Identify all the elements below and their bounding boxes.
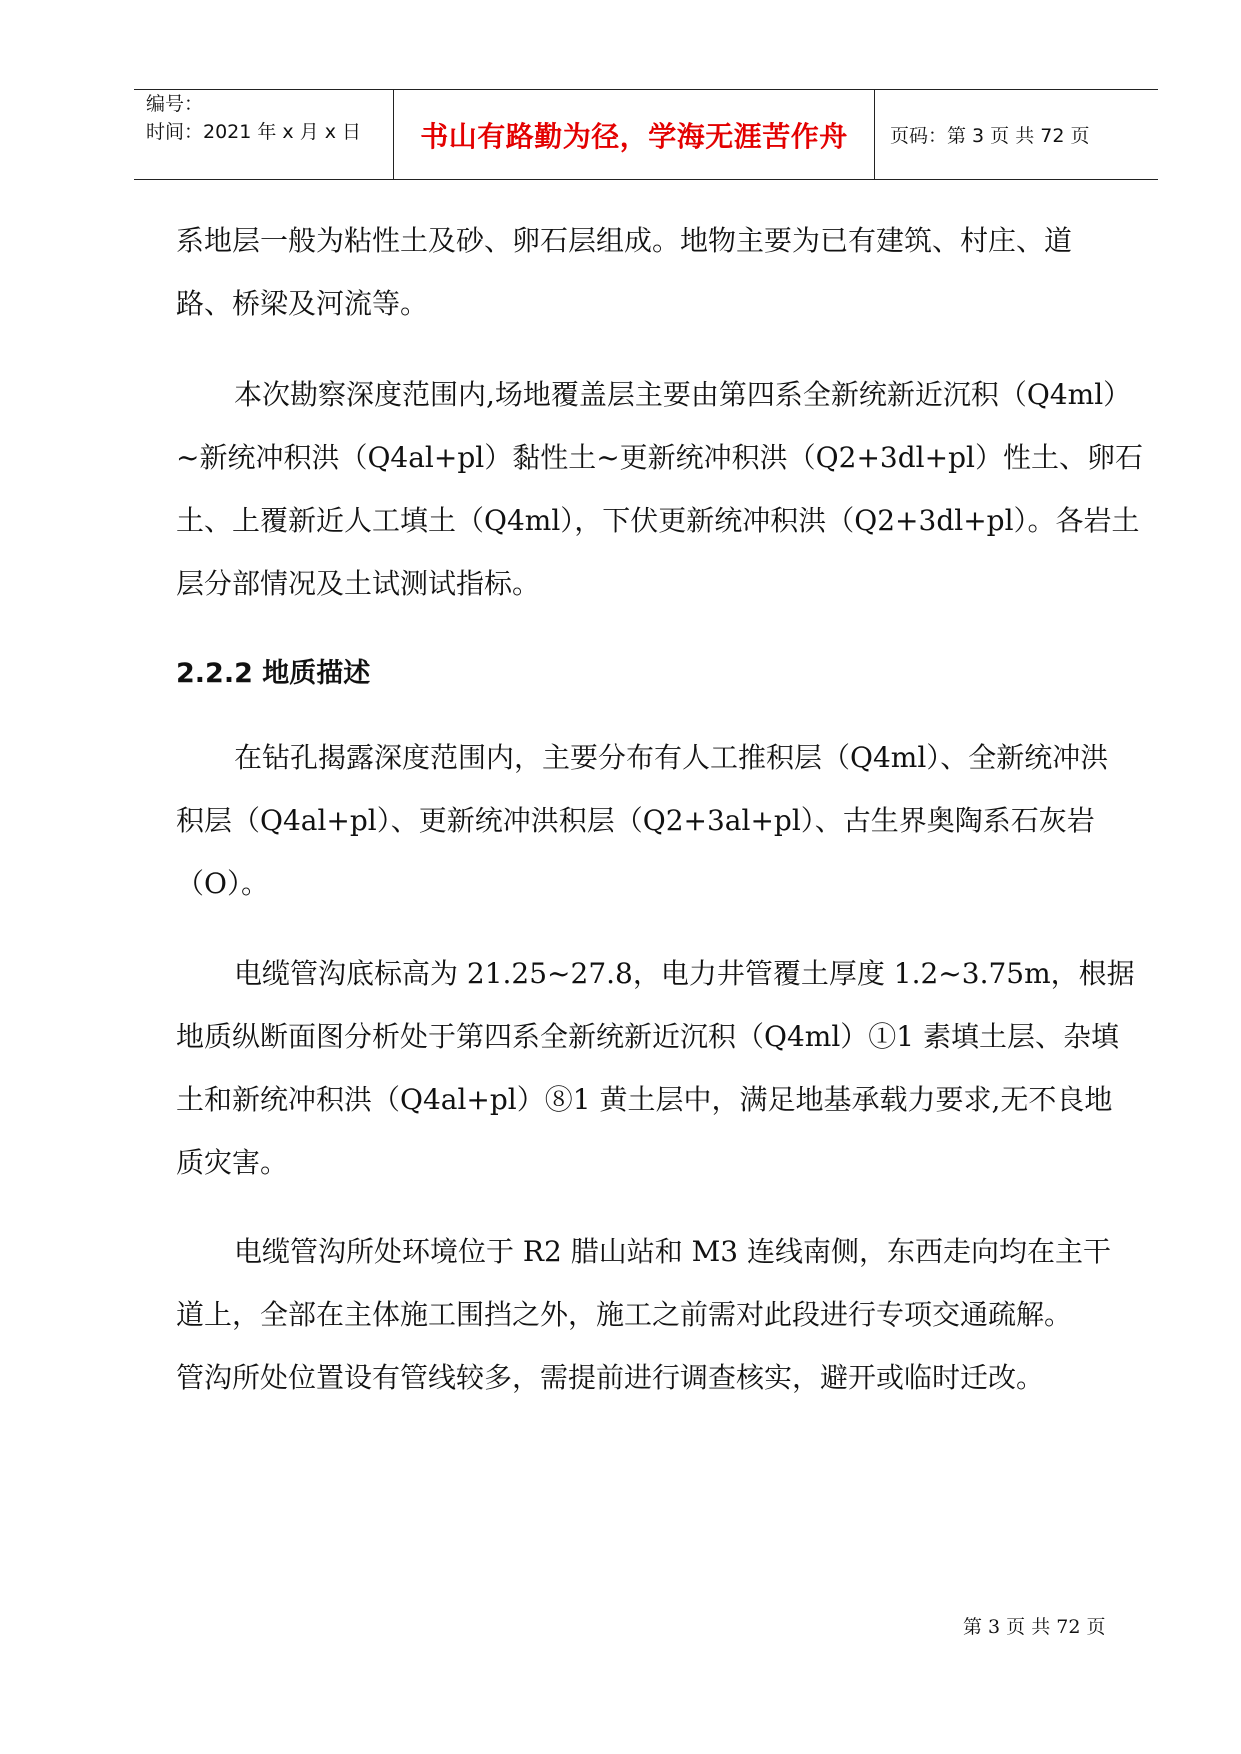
page-header: [134, 89, 1158, 180]
paragraph-line: ~新统冲积洪（Q4al+pl）黏性土~更新统冲积洪（Q2+3dl+pl）性土、卵石: [176, 441, 1143, 474]
number-label: 编号：: [146, 93, 204, 115]
header-page-info: 页码：第 3 页 共 72 页: [890, 125, 1090, 147]
paragraph-line: 电缆管沟所处环境位于 R2 腊山站和 M3 连线南侧，东西走向均在主干: [234, 1235, 1111, 1268]
paragraph-line: 层分部情况及土试测试指标。: [176, 567, 541, 600]
header-motto-cell: [393, 90, 875, 179]
paragraph-line: 土、上覆新近人工填土（Q4ml），下伏更新统冲积洪（Q2+3dl+pl）。各岩土: [176, 504, 1140, 537]
paragraph-line: （O）。: [176, 867, 269, 900]
paragraph-line: 在钻孔揭露深度范围内，主要分布有人工推积层（Q4ml）、全新统冲洪: [234, 741, 1109, 774]
motto-text: 书山有路勤为径，学海无涯苦作舟: [420, 119, 848, 153]
paragraph-line: 本次勘察深度范围内,场地覆盖层主要由第四系全新统新近沉积（Q4ml）: [234, 378, 1132, 411]
paragraph-line: 电缆管沟底标高为 21.25~27.8，电力井管覆土厚度 1.2~3.75m，根据: [234, 957, 1135, 990]
section-heading: 2.2.2 地质描述: [176, 658, 371, 689]
header-page-cell: [875, 90, 1158, 179]
header-meta-cell: [134, 90, 393, 179]
paragraph-line: 路、桥梁及河流等。: [176, 287, 429, 320]
paragraph-line: 积层（Q4al+pl）、更新统冲洪积层（Q2+3al+pl）、古生界奥陶系石灰岩: [176, 804, 1095, 837]
paragraph-line: 系地层一般为粘性土及砂、卵石层组成。地物主要为已有建筑、村庄、道: [176, 224, 1073, 257]
paragraph-line: 质灾害。: [176, 1146, 289, 1179]
page-footer: 第 3 页 共 72 页: [963, 1616, 1106, 1638]
paragraph-line: 管沟所处位置设有管线较多，需提前进行调查核实，避开或临时迁改。: [176, 1361, 1045, 1394]
paragraph-line: 道上，全部在主体施工围挡之外，施工之前需对此段进行专项交通疏解。: [176, 1298, 1073, 1331]
paragraph-line: 土和新统冲积洪（Q4al+pl）⑧1 黄土层中，满足地基承载力要求,无不良地: [176, 1083, 1113, 1116]
time-label: 时间：2021 年 x 月 x 日: [146, 121, 362, 143]
paragraph-line: 地质纵断面图分析处于第四系全新统新近沉积（Q4ml）①1 素填土层、杂填: [176, 1020, 1119, 1053]
